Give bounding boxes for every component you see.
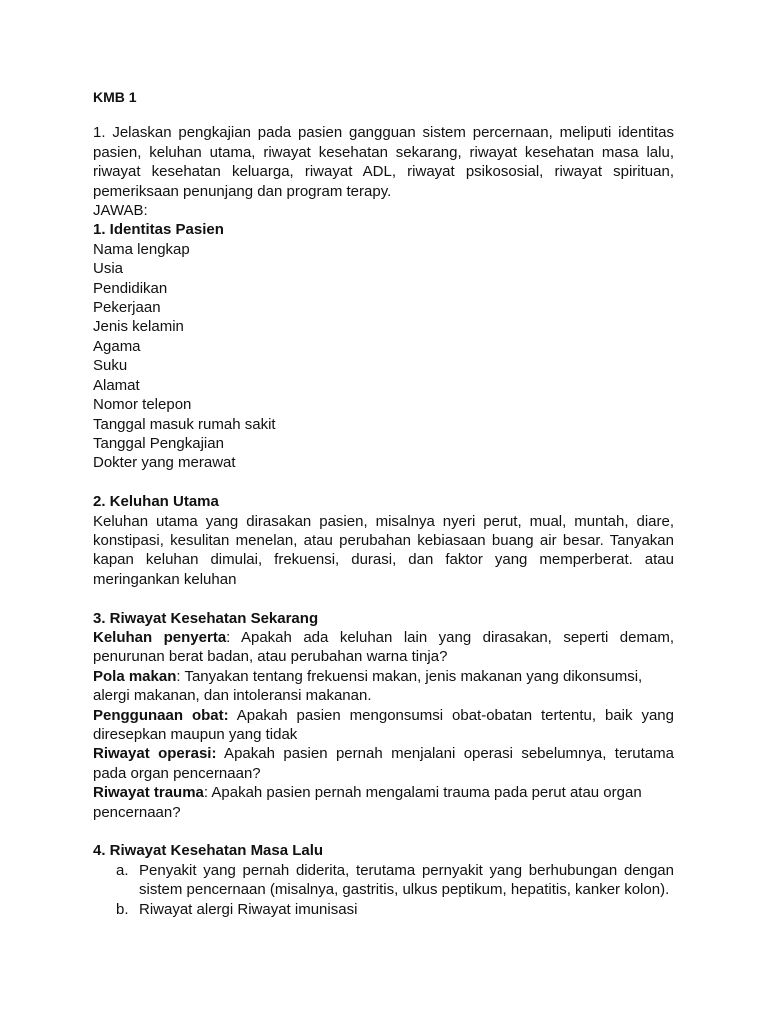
section-2-text: Keluhan utama yang dirasakan pasien, misalnya nyeri perut, mual, muntah, diare, konstipasi, kesulitan menelan, atau perubahan kebiasaan buang air besar. Tanyakan kapan keluhan dimulai, frekuensi, durasi, dan faktor yang memperberat. atau meringankan keluhan bbox=[93, 512, 674, 588]
list-item: Agama bbox=[93, 337, 141, 355]
list-marker: a. bbox=[116, 861, 129, 879]
list-item: Jenis kelamin bbox=[93, 318, 184, 336]
list-item: Nomor telepon bbox=[93, 396, 192, 414]
list-item: Tanggal masuk rumah sakit bbox=[93, 415, 276, 433]
history-item-label: Pola makan bbox=[93, 667, 177, 685]
history-item-label: Riwayat operasi: bbox=[93, 745, 217, 763]
list-marker: b. bbox=[116, 900, 129, 918]
history-item-text: : Tanyakan tentang frekuensi makan, jenis makanan yang dikonsumsi, alergi makanan, dan intoleransi makanan. bbox=[93, 667, 643, 705]
past-history-list bbox=[93, 861, 674, 919]
question-text: 1. Jelaskan pengkajian pada pasien gangguan sistem percernaan, meliputi identitas pasien, keluhan utama, riwayat kesehatan sekarang, riwayat kesehatan masa lalu, riwayat kesehatan keluarga, riwayat ADL, riwayat psikososial, riwayat spirituan, pemeriksaan penunjang dan program terapy. bbox=[93, 124, 674, 200]
list-item-text: Riwayat alergi Riwayat imunisasi bbox=[139, 900, 358, 918]
document-title: KMB 1 bbox=[93, 89, 137, 105]
list-item: Suku bbox=[93, 357, 128, 375]
list-item bbox=[93, 861, 674, 900]
list-item: Usia bbox=[93, 260, 124, 278]
history-item-label: Keluhan penyerta bbox=[93, 628, 227, 646]
history-item-label: Penggunaan obat: bbox=[93, 706, 229, 724]
section-1-heading: 1. Identitas Pasien bbox=[93, 221, 224, 239]
history-item bbox=[93, 706, 674, 745]
history-item bbox=[93, 783, 674, 822]
history-item-text: : Apakah ada keluhan lain yang dirasakan, seperti demam, penurunan berat badan, atau perubahan warna tinja? bbox=[93, 628, 674, 666]
list-item: Nama lengkap bbox=[93, 240, 190, 258]
list-item: Pekerjaan bbox=[93, 299, 161, 317]
section-3-heading: 3. Riwayat Kesehatan Sekarang bbox=[93, 609, 319, 627]
list-item bbox=[93, 900, 674, 919]
identity-list bbox=[93, 240, 674, 473]
history-item bbox=[93, 744, 674, 783]
section-4-heading: 4. Riwayat Kesehatan Masa Lalu bbox=[93, 842, 324, 860]
list-item-text: Penyakit yang pernah diderita, terutama pernyakit yang berhubungan dengan sistem pencernaan (misalnya, gastritis, ulkus peptikum, hepatitis, kanker kolon). bbox=[139, 861, 674, 899]
answer-label: JAWAB: bbox=[93, 202, 148, 220]
history-item-text: Apakah pasien pernah menjalani operasi sebelumnya, terutama pada organ pencernaan? bbox=[93, 745, 674, 782]
list-item: Dokter yang merawat bbox=[93, 454, 236, 472]
history-item-text: Apakah pasien mengonsumsi obat-obatan tertentu, baik yang diresepkan maupun yang tidak bbox=[93, 706, 674, 743]
list-item: Alamat bbox=[93, 376, 140, 394]
list-item: Pendidikan bbox=[93, 279, 168, 297]
history-item bbox=[93, 667, 674, 706]
history-item bbox=[93, 628, 674, 667]
list-item: Tanggal Pengkajian bbox=[93, 434, 224, 452]
section-2-heading: 2. Keluhan Utama bbox=[93, 493, 219, 511]
history-item-label: Riwayat trauma bbox=[93, 784, 204, 802]
history-item-text: : Apakah pasien pernah mengalami trauma pada perut atau organ pencernaan? bbox=[93, 784, 642, 821]
